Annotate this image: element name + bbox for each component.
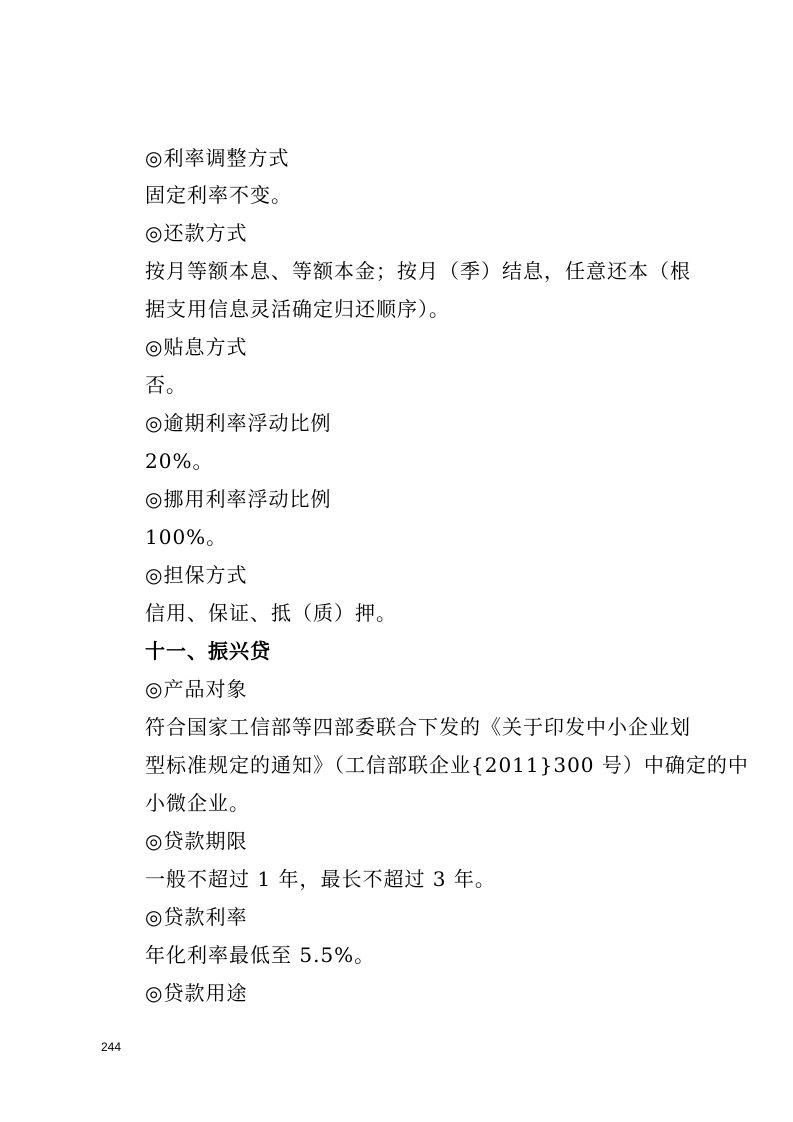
page-number: 244 bbox=[101, 1040, 122, 1054]
section-label-target: ◎产品对象 bbox=[145, 677, 248, 701]
paragraph-text: 100%。 bbox=[145, 525, 228, 549]
paragraph-text: 否。 bbox=[145, 373, 187, 397]
paragraph-text: 一般不超过 1 年，最长不超过 3 年。 bbox=[145, 867, 496, 891]
section-label-usage: ◎贷款用途 bbox=[145, 981, 248, 1005]
paragraph-text: 信用、保证、抵（质）押。 bbox=[145, 601, 397, 625]
paragraph-text: 固定利率不变。 bbox=[145, 183, 292, 207]
section-label-misuse-rate: ◎挪用利率浮动比例 bbox=[145, 487, 332, 511]
section-label-term: ◎贷款期限 bbox=[145, 829, 248, 853]
section-label-overdue-rate: ◎逾期利率浮动比例 bbox=[145, 411, 332, 435]
section-label-rate-adjustment: ◎利率调整方式 bbox=[145, 146, 290, 170]
paragraph-text: 型标准规定的通知》（工信部联企业{2011}300 号）中确定的中 bbox=[145, 753, 749, 777]
section-label-subsidy: ◎贴息方式 bbox=[145, 335, 248, 359]
paragraph-text: 据支用信息灵活确定归还顺序）。 bbox=[145, 297, 450, 321]
section-label-interest-rate: ◎贷款利率 bbox=[145, 905, 248, 929]
paragraph-text: 符合国家工信部等四部委联合下发的《关于印发中小企业划 bbox=[145, 715, 691, 739]
paragraph-text: 年化利率最低至 5.5%。 bbox=[145, 943, 376, 967]
paragraph-text: 20%。 bbox=[145, 449, 214, 473]
section-heading: 十一、振兴贷 bbox=[145, 639, 271, 663]
paragraph-text: 小微企业。 bbox=[145, 791, 250, 815]
section-label-repayment: ◎还款方式 bbox=[145, 221, 248, 245]
paragraph-text: 按月等额本息、等额本金；按月（季）结息，任意还本（根 bbox=[145, 259, 691, 283]
section-label-guarantee: ◎担保方式 bbox=[145, 563, 248, 587]
